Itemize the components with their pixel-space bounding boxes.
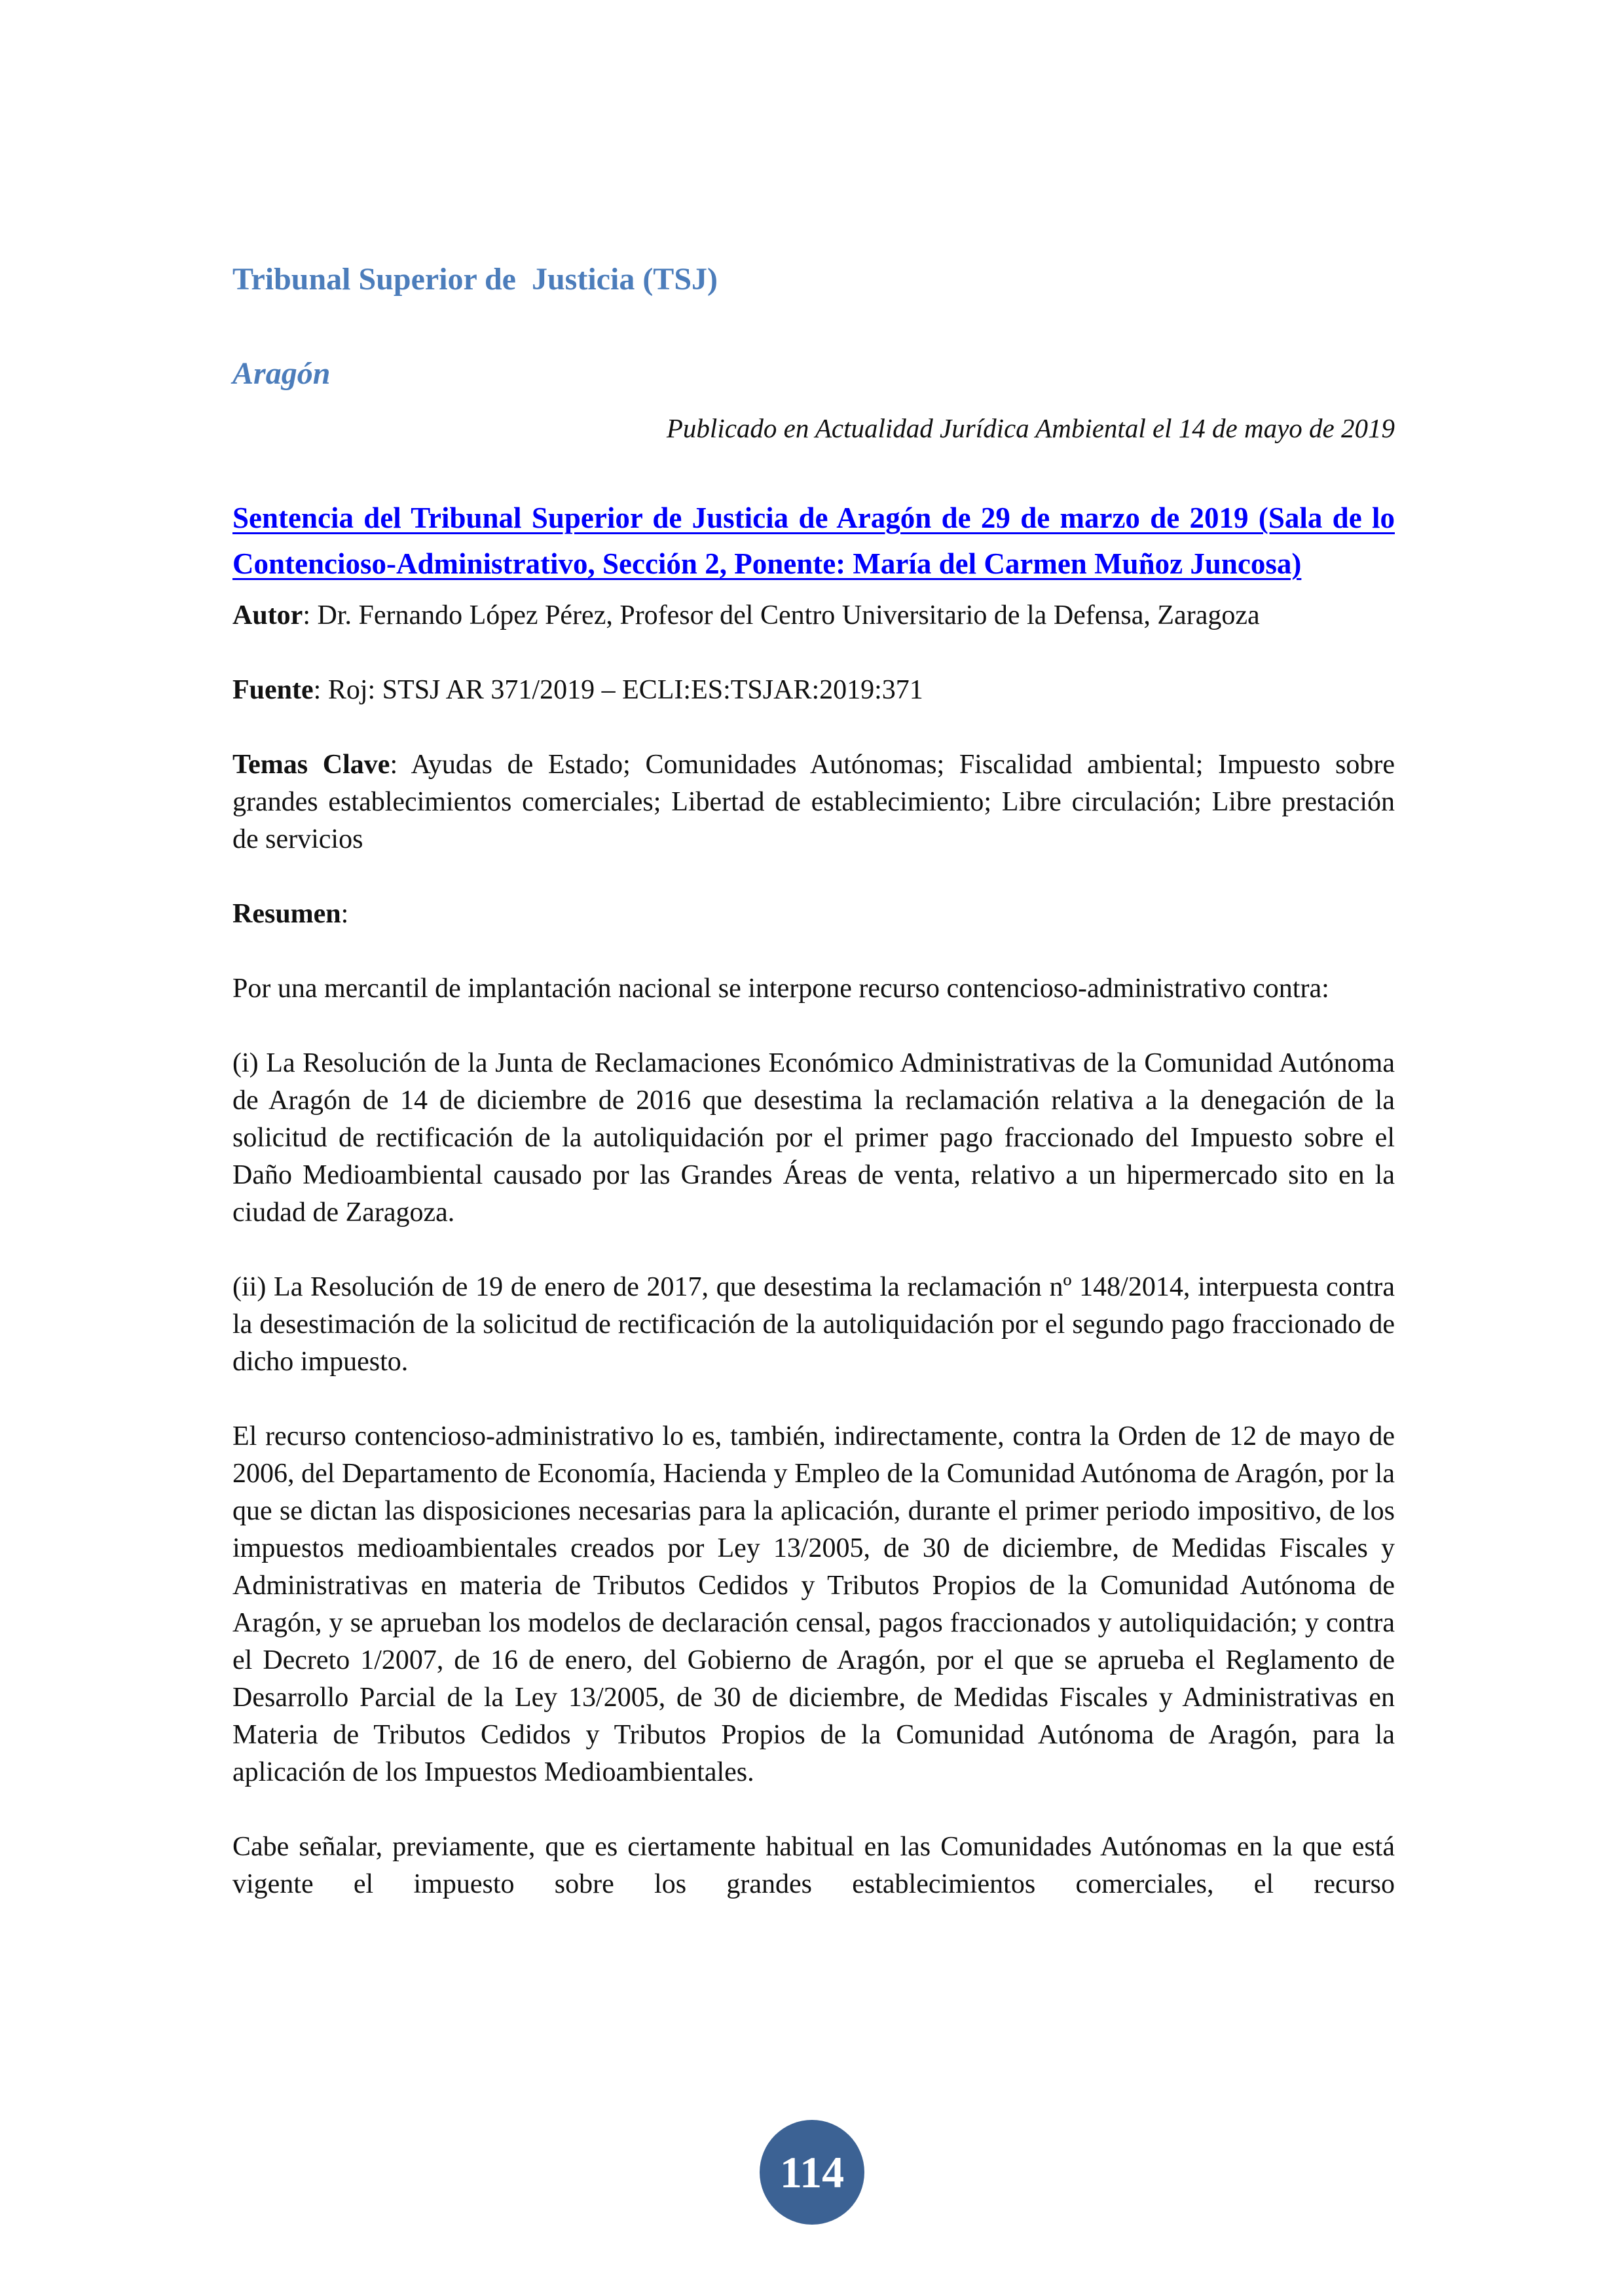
summary-heading	[232, 896, 1395, 933]
paragraph-resolution-ii: (ii) La Resolución de 19 de enero de 2017, que desestima la reclamación nº 148/2014, interpuesta contra la desestimación de la solicitud de rectificación de la autoliquidación por el segundo pago fraccionado de dicho impuesto.	[232, 1272, 1395, 1377]
paragraph-intro: Por una mercantil de implantación nacional se interpone recurso contencioso-administrativo contra:	[232, 974, 1329, 1004]
court-type-heading: Tribunal Superior de Justicia (TSJ)	[232, 262, 718, 297]
keywords-text: : Ayudas de Estado; Comunidades Autónomas; Fiscalidad ambiental; Impuesto sobre grandes establecimientos comerciales; Libertad de establecimiento; Libre circulación; Libre prestación de servicios	[232, 750, 1395, 854]
keywords-line	[232, 746, 1395, 858]
summary-label: Resumen	[232, 899, 341, 929]
paragraph-closing: Cabe señalar, previamente, que es ciertamente habitual en las Comunidades Autónomas en la que está vigente el impuesto sobre los grandes establecimientos comerciales, el recurso	[232, 1832, 1395, 1899]
paragraph-resolution-i: (i) La Resolución de la Junta de Reclamaciones Económico Administrativas de la Comunidad Autónoma de Aragón de 14 de diciembre de 2016 que desestima la reclamación relativa a la denegación de la solicitud de rectificación de la autoliquidación por el primer pago fraccionado del Impuesto sobre el Daño Medioambiental causado por las Grandes Áreas de venta, relativo a un hipermercado sito en la ciudad de Zaragoza.	[232, 1048, 1395, 1228]
author-label: Autor	[232, 600, 303, 630]
source-line	[232, 672, 1395, 709]
author-text: : Dr. Fernando López Pérez, Profesor del Centro Universitario de la Defensa, Zaragoza	[303, 600, 1260, 630]
page-number: 114	[779, 2147, 845, 2197]
source-text: : Roj: STSJ AR 371/2019 – ECLI:ES:TSJAR:2019:371	[313, 675, 923, 705]
paragraph-indirect-challenge: El recurso contencioso-administrativo lo es, también, indirectamente, contra la Orden de 12 de mayo de 2006, del Departamento de Economía, Hacienda y Empleo de la Comunidad Autónoma de Aragón, por la que se dictan las disposiciones necesarias para la aplicación, durante el primer periodo impositivo, de los impuestos medioambientales creados por Ley 13/2005, de 30 de diciembre, de Medidas Fiscales y Administrativas en materia de Tributos Cedidos y Tributos Propios de la Comunidad Autónoma de Aragón, y se aprueban los modelos de declaración censal, pagos fraccionados y autoliquidación; y contra el Decreto 1/2007, de 16 de enero, del Gobierno de Aragón, por el que se aprueba el Reglamento de Desarrollo Parcial de la Ley 13/2005, de 30 de diciembre, de Medidas Fiscales y Administrativas en Materia de Tributos Cedidos y Tributos Propios de la Comunidad Autónoma de Aragón, para la aplicación de los Impuestos Medioambientales.	[232, 1421, 1395, 1787]
judgment-title-link[interactable]: Sentencia del Tribunal Superior de Justicia de Aragón de 29 de marzo de 2019 (Sala de lo Contencioso-Administrativo, Sección 2, Ponente: María del Carmen Muñoz Juncosa)	[232, 501, 1395, 580]
region-heading: Aragón	[232, 356, 331, 391]
summary-colon: :	[341, 899, 349, 929]
page-number-badge	[760, 2120, 864, 2225]
document-page	[232, 261, 1395, 1941]
source-label: Fuente	[232, 675, 314, 705]
author-line	[232, 597, 1395, 634]
publication-line: Publicado en Actualidad Jurídica Ambiental el 14 de mayo de 2019	[666, 413, 1395, 443]
keywords-label: Temas Clave	[232, 750, 390, 780]
judgment-title-block	[232, 495, 1395, 587]
